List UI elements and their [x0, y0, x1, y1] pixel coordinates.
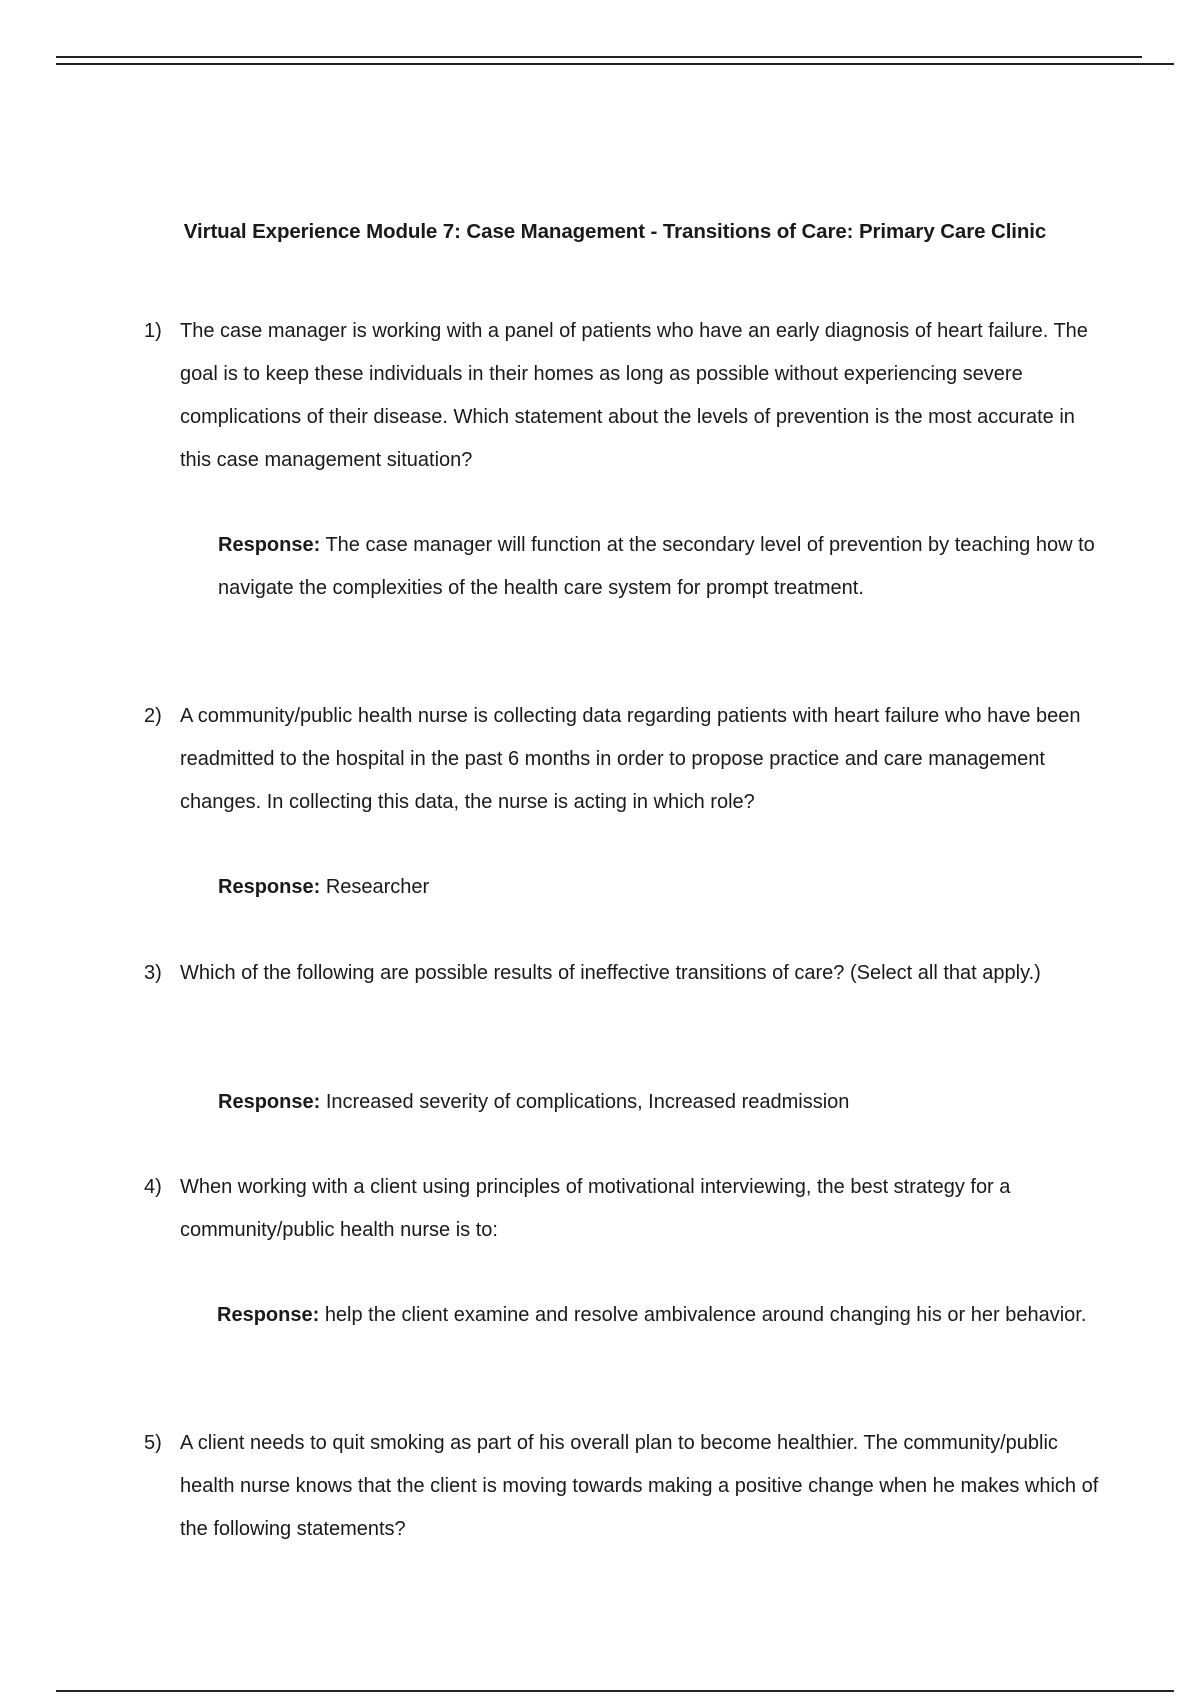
question-number: 3) — [144, 962, 162, 984]
header-rule-lower — [56, 63, 1174, 65]
response-block — [218, 524, 1100, 610]
question-text: Which of the following are possible results of ineffective transitions of care? (Select all that apply.) — [180, 962, 1041, 984]
response-label: Response: — [218, 534, 321, 556]
question-text: The case manager is working with a panel of patients who have an early diagnosis of heart failure. The goal is to keep these individuals in their homes as long as possible without experiencing severe complications of their disease. Which statement about the levels of prevention is the most accurate in this case management situation? — [180, 320, 1088, 471]
response-label: Response: — [218, 876, 321, 898]
question-text: When working with a client using principles of motivational interviewing, the best strategy for a community/public health nurse is to: — [180, 1176, 1011, 1241]
response-label: Response: — [217, 1304, 320, 1326]
question-number: 1) — [144, 320, 162, 342]
footer-rule — [56, 1690, 1174, 1692]
response-text: The case manager will function at the secondary level of prevention by teaching how to navigate the complexities of the health care system for prompt treatment. — [218, 534, 1095, 599]
response-block — [180, 1294, 1100, 1337]
response-text: help the client examine and resolve ambivalence around changing his or her behavior. — [324, 1304, 1087, 1326]
response-block — [218, 1081, 1100, 1124]
question-number: 5) — [144, 1432, 162, 1454]
response-label: Response: — [218, 1091, 321, 1113]
header-rule-upper — [56, 56, 1142, 58]
question-number: 4) — [144, 1176, 162, 1198]
question-number: 2) — [144, 705, 162, 727]
question-text: A community/public health nurse is collecting data regarding patients with heart failure who have been readmitted to the hospital in the past 6 months in order to propose practice and care management changes. In collecting this data, the nurse is acting in which role? — [180, 705, 1081, 813]
document-title: Virtual Experience Module 7: Case Management - Transitions of Care: Primary Care Clinic — [183, 220, 1047, 243]
response-text: Researcher — [325, 876, 430, 898]
response-text: Increased severity of complications, Increased readmission — [325, 1091, 850, 1113]
question-text: A client needs to quit smoking as part of his overall plan to become healthier. The community/public health nurse knows that the client is moving towards making a positive change when he makes which of the following statements? — [180, 1432, 1099, 1540]
response-block — [218, 866, 1100, 909]
